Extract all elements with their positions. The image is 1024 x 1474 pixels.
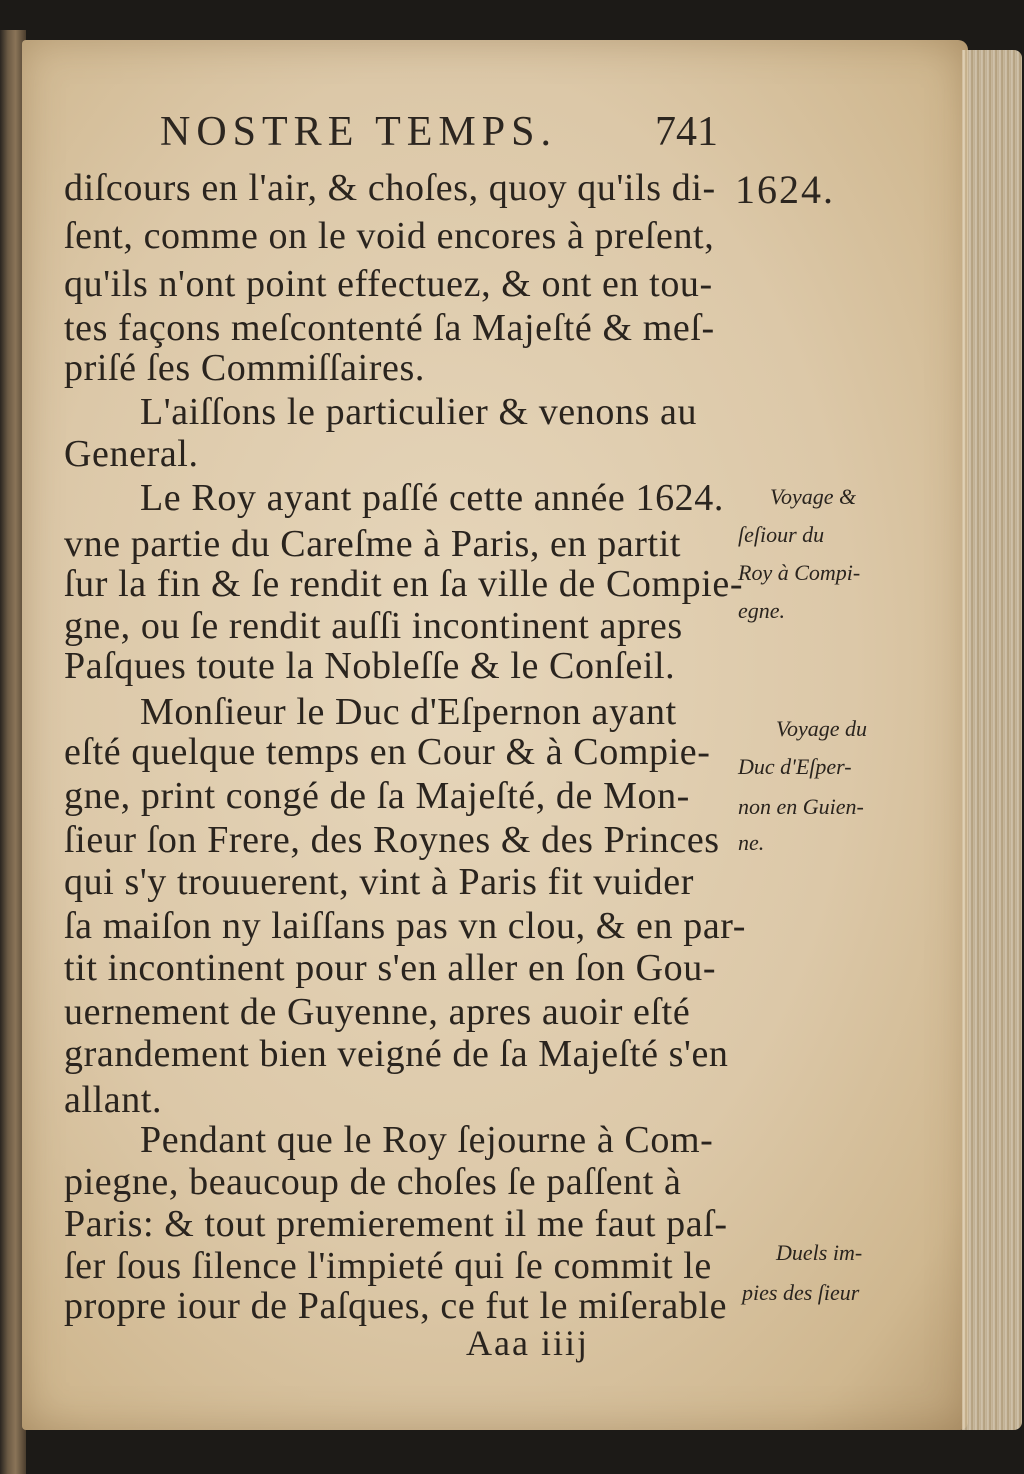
text-line: gne, print congé de ſa Majeſté, de Mon- (64, 775, 690, 817)
text-line: priſé ſes Commiſſaires. (64, 347, 426, 389)
text-line: qui s'y trouuerent, vint à Paris fit vuider (64, 861, 694, 903)
text-line: Le Roy ayant paſſé cette année 1624. (140, 477, 724, 519)
margin-note-line: Duc d'Eſper- (738, 754, 852, 779)
page-number: 741 (655, 109, 718, 155)
text-line: piegne, beaucoup de choſes ſe paſſent à (64, 1161, 682, 1203)
year-marker: 1624. (735, 167, 835, 212)
margin-note-line: non en Guien- (738, 794, 864, 819)
text-line: diſcours en l'air, & choſes, quoy qu'ils di- (64, 167, 716, 209)
margin-note-line: Voyage & (770, 484, 857, 509)
text-line: propre iour de Paſques, ce fut le miſerable (64, 1285, 728, 1327)
text-line: General. (64, 433, 199, 475)
text-line: eſté quelque temps en Cour & à Compie- (64, 731, 711, 773)
margin-note-line: ne. (738, 830, 765, 855)
text-line: allant. (64, 1079, 163, 1121)
text-line: vne partie du Careſme à Paris, en partit (64, 523, 682, 565)
running-head: NOSTRE TEMPS. (160, 109, 557, 155)
text-line: grandement bien veigné de ſa Majeſté s'en (64, 1033, 729, 1075)
text-line: ſa maiſon ny laiſſans pas vn clou, & en par- (64, 905, 747, 947)
margin-note-line: Voyage du (776, 716, 868, 741)
margin-note-line: egne. (738, 598, 786, 623)
text-line: gne, ou ſe rendit auſſi incontinent apres (64, 605, 683, 647)
text-line: ſieur ſon Frere, des Roynes & des Princes (64, 819, 720, 861)
text-line: Pendant que le Roy ſejourne à Com- (140, 1119, 714, 1161)
text-line: Paſques toute la Nobleſſe & le Conſeil. (64, 645, 676, 687)
text-line: tit incontinent pour s'en aller en ſon Gou- (64, 947, 717, 989)
margin-note-line: Roy à Compi- (738, 560, 861, 585)
text-line: ſent, comme on le void encores à preſent, (64, 215, 715, 257)
margin-note-line: pies des ſieur (742, 1280, 860, 1305)
text-line: ſur la fin & ſe rendit en ſa ville de Compie- (64, 563, 744, 605)
text-line: Paris: & tout premierement il me faut paſ- (64, 1203, 728, 1245)
signature-mark: Aaa iiij (466, 1323, 589, 1363)
text-line: ſer ſous ſilence l'impieté qui ſe commit le (64, 1245, 712, 1287)
margin-note-line: Duels im- (776, 1240, 863, 1265)
text-line: tes façons meſcontenté ſa Majeſté & meſ- (64, 307, 715, 349)
text-line: qu'ils n'ont point effectuez, & ont en tou- (64, 263, 713, 305)
text-line: Monſieur le Duc d'Eſpernon ayant (140, 691, 677, 733)
text-line: uernement de Guyenne, apres auoir eſté (64, 991, 691, 1033)
margin-note-line: ſeſiour du (738, 522, 825, 547)
text-line: L'aiſſons le particulier & venons au (140, 391, 698, 433)
page-edges (962, 50, 1022, 1430)
